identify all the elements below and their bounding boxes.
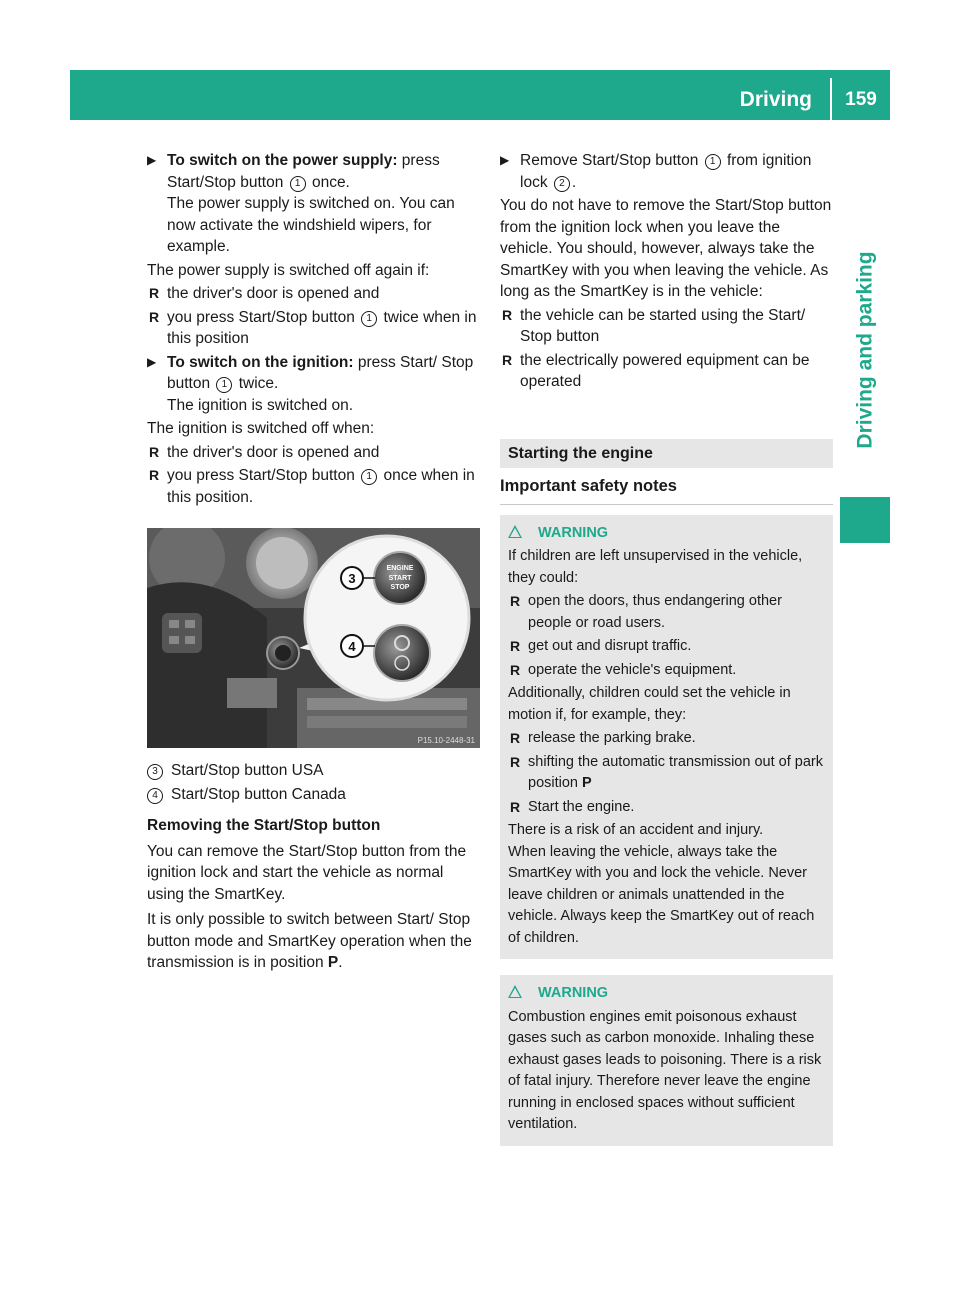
warning-label: WARNING — [538, 985, 609, 1001]
warning-label: WARNING — [538, 524, 609, 541]
marker-1: 1 — [361, 469, 377, 485]
bullet-text: you press Start/Stop button — [167, 467, 360, 484]
warning-title — [508, 983, 825, 1005]
warning-box — [500, 975, 833, 1146]
bullet-item: R shifting the automatic transmission out of park position P — [510, 753, 823, 791]
marker-1: 1 — [361, 311, 377, 327]
instruction-text: once. — [307, 173, 350, 191]
paragraph: The ignition is switched off when: — [147, 420, 375, 437]
instruction-text: from ignition lock — [520, 152, 812, 191]
marker-1: 1 — [290, 176, 306, 192]
section-heading: Starting the engine — [500, 439, 833, 469]
bullet-item: R you press Start/Stop button 1 once when in this position. — [149, 467, 475, 506]
bullet-item: R the vehicle can be started using the Start/ Stop button — [502, 306, 806, 345]
dashboard-illustration — [147, 528, 480, 748]
bullet-text: the driver's door is opened and — [167, 285, 380, 302]
bullet-text: the vehicle can be started using the Start/ Stop button — [520, 306, 806, 345]
page-number: 159 — [845, 89, 877, 110]
arrow-icon: ▶ — [147, 153, 157, 167]
bullet-text: get out and disrupt traffic. — [528, 638, 692, 654]
instruction-text: Remove Start/Stop button — [520, 152, 703, 169]
bullet-item: R Start the engine. — [510, 798, 635, 815]
marker-1: 1 — [216, 377, 232, 393]
arrow-icon: ▶ — [147, 354, 157, 369]
caption-item — [147, 760, 480, 782]
paragraph-text: It is only possible to switch between Start/ Stop button mode and SmartKey operation when the transmission is in position — [147, 911, 472, 971]
subsection-heading: Important safety notes — [500, 476, 833, 505]
caption-list — [147, 760, 480, 805]
bullet-text: release the parking brake. — [528, 730, 696, 746]
arrow-icon: ▶ — [500, 153, 510, 167]
paragraph: There is a risk of an accident and injury. — [508, 822, 764, 838]
heading-removing: Removing the Start/Stop button — [147, 817, 381, 834]
bullet-item: R the electrically powered equipment can be operated — [502, 351, 810, 390]
caption-item — [147, 784, 480, 806]
caption-text: Start/Stop button USA — [171, 762, 324, 779]
caption-text: Start/Stop button Canada — [171, 785, 346, 803]
paragraph: Additionally, children could set the vehicle in motion if, for example, they: — [508, 685, 791, 723]
marker-4: 4 — [147, 788, 163, 804]
instruction-ignition — [147, 352, 480, 417]
left-column — [147, 150, 480, 974]
paragraph: If children are left unsupervised in the vehicle, they could: — [508, 548, 803, 586]
paragraph — [147, 909, 480, 974]
instruction-power-supply — [147, 150, 480, 258]
chapter-title: Driving — [739, 88, 812, 111]
bullet-bold: P — [582, 775, 592, 791]
right-column — [500, 150, 833, 1146]
marker-1: 1 — [705, 154, 721, 170]
bullet-text: twice when in this position — [167, 308, 477, 347]
paragraph: When leaving the vehicle, always take the SmartKey with you and lock the vehicle. Never leave children or animals unattended in the vehicle. Always keep the SmartKey out of reach of children. — [508, 843, 815, 946]
side-tab — [840, 220, 890, 480]
marker-2: 2 — [554, 176, 570, 192]
bullet-item: R get out and disrupt traffic. — [510, 638, 692, 654]
bullet-text: the electrically powered equipment can be operated — [520, 351, 810, 390]
svg-text:START: START — [388, 575, 412, 582]
dashboard-photo — [147, 528, 480, 748]
paragraph-text: . — [338, 954, 343, 971]
bullet-item: R the driver's door is opened and — [149, 443, 380, 461]
bullet-text: once when in this position. — [167, 467, 475, 506]
side-block — [840, 497, 890, 543]
warning-title — [508, 523, 825, 545]
warning-icon — [508, 525, 522, 538]
paragraph: The power supply is switched off again if: — [147, 261, 430, 279]
instruction-result: The power supply is switched on. You can now activate the windshield wipers, for example. — [167, 195, 455, 255]
paragraph: Combustion engines emit poisonous exhaust gases such as carbon monoxide. Inhaling these exhaust gases leads to poisoning. There is a risk of fatal injury. Therefore never leave the engine running in enclosed spaces without sufficient ventilation. — [508, 1008, 822, 1132]
paragraph-bold: P — [327, 954, 339, 971]
instruction-result: The ignition is switched on. — [167, 396, 354, 414]
bullet-text: Start the engine. — [528, 798, 635, 815]
bullet-text: operate the vehicle's equipment. — [528, 661, 737, 678]
bullet-text: you press Start/Stop button — [167, 308, 360, 326]
bullet-text: shifting the automatic transmission out of park position — [528, 753, 823, 791]
bullet-text: the driver's door is opened and — [167, 443, 380, 461]
instruction-text: . — [571, 173, 577, 191]
warning-box — [500, 515, 833, 960]
header-bar — [70, 70, 890, 120]
side-tab-label: Driving and parking — [853, 251, 877, 449]
marker-3: 3 — [147, 764, 163, 780]
bullet-item: R the driver's door is opened and — [149, 285, 380, 302]
figure-code: P15.10-2448-31 — [417, 736, 475, 745]
instruction-text: press Start/ Stop button — [167, 353, 474, 392]
marker-4: 4 — [348, 639, 356, 654]
paragraph: You do not have to remove the Start/Stop button from the ignition lock when you leave the vehicle. You should, however, always take the SmartKey with you when leaving the vehicle. As long as the SmartKey is in the vehicle: — [500, 197, 832, 300]
svg-text:STOP: STOP — [390, 584, 410, 591]
bullet-item: R open the doors, thus endangering other people or road users. — [510, 593, 782, 631]
instruction-text: press Start/Stop button — [167, 152, 440, 191]
bullet-item: R operate the vehicle's equipment. — [510, 661, 737, 678]
start-stop-text: ENGINE — [386, 565, 414, 572]
bullet-text: open the doors, thus endangering other people or road users. — [528, 593, 782, 631]
instruction-remove — [500, 150, 833, 193]
bullet-item: R release the parking brake. — [510, 730, 696, 746]
paragraph: You can remove the Start/Stop button from the ignition lock and start the vehicle as normal using the SmartKey. — [147, 842, 467, 903]
warning-icon — [508, 985, 522, 998]
marker-3: 3 — [348, 571, 356, 586]
instruction-text: twice. — [234, 375, 279, 392]
bullet-item: R you press Start/Stop button 1 twice when in this position — [149, 308, 477, 347]
instruction-label: To switch on the power supply: — [167, 152, 398, 169]
instruction-label: To switch on the ignition: — [167, 353, 354, 371]
